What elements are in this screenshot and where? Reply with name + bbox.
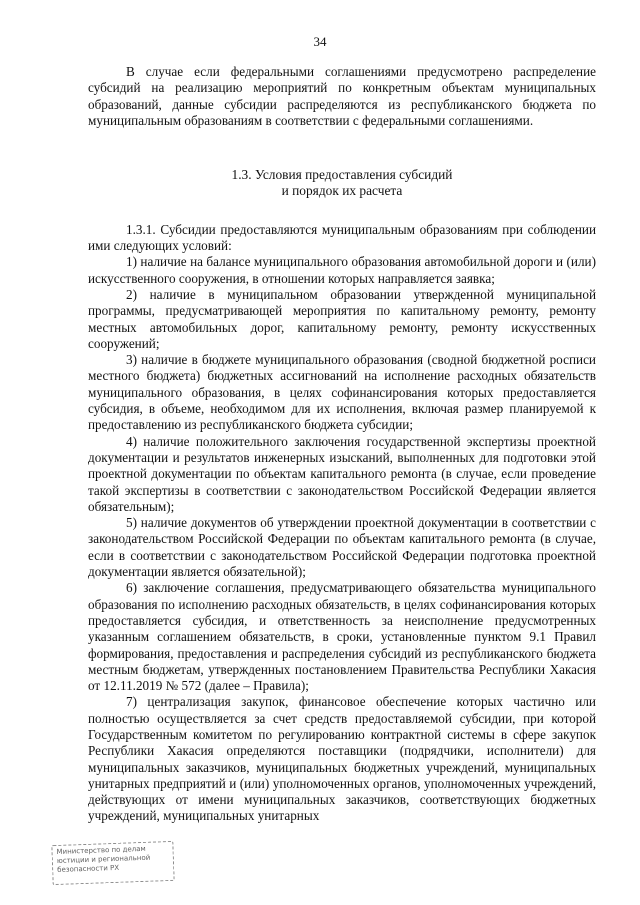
registration-stamp bbox=[51, 841, 174, 885]
stamp-line1: Министерство по делам bbox=[56, 844, 146, 856]
section-heading-line1: 1.3. Условия предоставления субсидий bbox=[231, 167, 453, 183]
section-heading-line2: и порядок их расчета bbox=[281, 183, 403, 199]
condition-2: 2) наличие в муниципальном образовании утвержденной муниципальной программы, предусматривающей мероприятия по капитальному ремонту, ремонту местных автомобильных дорог, капитальному ремонту, ремонту искусственных сооружений; bbox=[88, 286, 596, 351]
condition-5: 5) наличие документов об утверждении проектной документации в соответствии с законодательством Российской Федерации по объектам капитального ремонта (в случае, если в соответствии с законодательством Российской Федерации подготовка проектной документации является обязательной); bbox=[88, 515, 596, 580]
condition-4: 4) наличие положительного заключения государственной экспертизы проектной документации и результатов инженерных изысканий, выполненных для подготовки этой проектной документации по объектам капитального ремонта (в случае, если проведение такой экспертизы в соответствии с законодательством Российской Федерации является обязательным); bbox=[88, 433, 596, 514]
section-heading bbox=[88, 167, 596, 200]
paragraph-1-3-1: 1.3.1. Субсидии предоставляются муниципальным образованиям при соблюдении ими следующих условий: bbox=[88, 221, 596, 254]
condition-3: 3) наличие в бюджете муниципального образования (сводной бюджетной росписи местного бюджета) бюджетных ассигнований на исполнение расходных обязательств муниципального образования, в целях софинансирования которых предоставляется субсидия, в объеме, необходимом для их исполнения, включая размер планируемой к предоставлению из республиканского бюджета субсидии; bbox=[88, 352, 596, 433]
document-body bbox=[88, 64, 596, 825]
condition-1: 1) наличие на балансе муниципального образования автомобильной дороги и (или) искусственного сооружения, в отношении которых направляется заявка; bbox=[88, 254, 596, 286]
intro-paragraph: В случае если федеральными соглашениями предусмотрено распределение субсидий на реализацию мероприятий по конкретным объектам муниципальных образований, данные субсидии распределяются из республиканского бюджета по муниципальным образованиям в соответствии с федеральными соглашениями. bbox=[88, 64, 596, 128]
stamp-line2: юстиции и региональной bbox=[56, 853, 151, 865]
page-number: 34 bbox=[313, 34, 327, 49]
condition-7: 7) централизация закупок, финансовое обеспечение которых частично или полностью осуществляется за счет средств предоставляемой субсидии, при которой Государственным комитетом по регулированию контрактной системы в сфере закупок Республики Хакасия определяются поставщики (подрядчики, исполнители) для муниципальных заказчиков, муниципальных бюджетных учреждений, муниципальных унитарных предприятий и (или) уполномоченных органов, уполномоченных учреждений, действующих от имени муниципальных заказчиков, соответствующих бюджетных учреждений, муниципальных унитарных bbox=[88, 694, 596, 824]
stamp-line3: безопасности РХ bbox=[57, 863, 120, 874]
condition-6: 6) заключение соглашения, предусматривающего обязательства муниципального образования по исполнению расходных обязательств, в целях софинансирования которых предоставляется субсидия, и ответственность за неисполнение предусмотренных указанным соглашением обязательств, в сроки, установленные пунктом 9.1 Правил формирования, предоставления и распределения субсидий из республиканского бюджета местным бюджетам, утвержденных постановлением Правительства Республики Хакасия от 12.11.2019 № 572 (далее – Правила); bbox=[88, 580, 596, 694]
